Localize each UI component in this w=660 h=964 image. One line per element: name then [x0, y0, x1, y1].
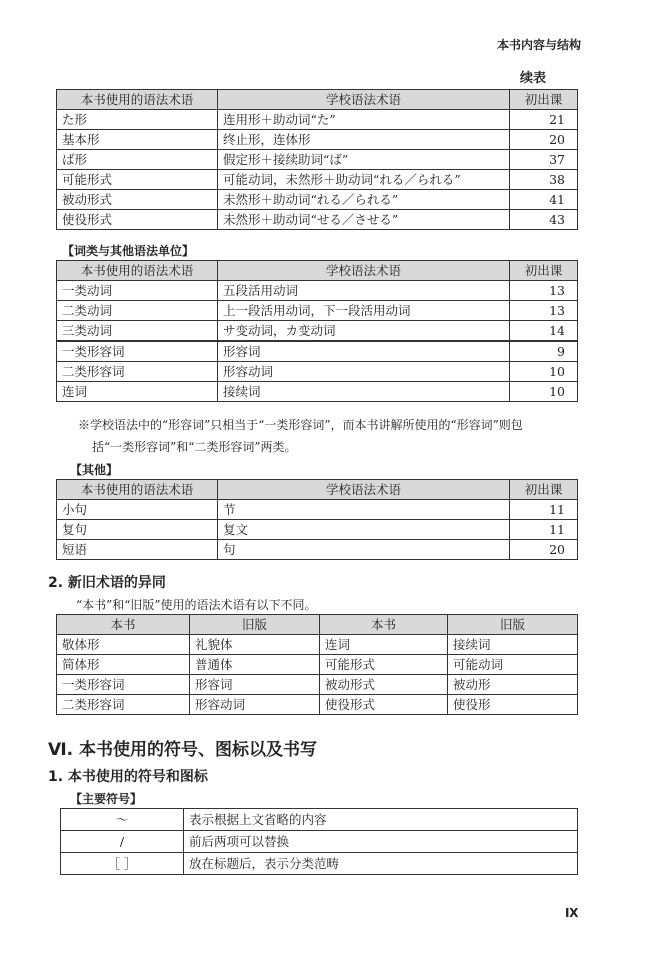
table-cell: 使役形式 — [320, 695, 448, 715]
table-cell: 二类形容词 — [57, 362, 218, 382]
table-header-cell: 本书 — [320, 615, 448, 635]
table-header-cell: 本书使用的语法术语 — [57, 90, 218, 110]
table-cell: 二类动词 — [57, 301, 218, 321]
note-line-2: 括“一类形容词”和“二类形容词”两类。 — [92, 440, 297, 454]
table-cell: 复句 — [57, 520, 218, 540]
table-cell: 短语 — [57, 540, 218, 560]
table-header-cell: 学校语法术语 — [218, 261, 510, 281]
chapter-title: Ⅵ. 本书使用的符号、图标以及书写 — [48, 740, 318, 760]
table-header-cell: 学校语法术语 — [218, 480, 510, 500]
table-cell: 小句 — [57, 500, 218, 520]
table-cell: 20 — [510, 540, 578, 560]
table-cell: 被动形式 — [320, 675, 448, 695]
table-header-cell: 本书 — [57, 615, 190, 635]
table-cell: 未然形＋助动词“せる／させる” — [218, 210, 510, 230]
page-number: Ⅸ — [565, 906, 579, 920]
table-cell: 复文 — [218, 520, 510, 540]
table-cell: 假定形＋接续助词“ば” — [218, 150, 510, 170]
table-cell: 一类形容词 — [57, 675, 190, 695]
table-cell: 连词 — [57, 382, 218, 402]
table-cell: 38 — [510, 170, 578, 190]
table-cell: 9 — [510, 341, 578, 362]
table-header-row — [57, 615, 578, 635]
table-cell: 连用形＋助动词“た” — [218, 110, 510, 130]
table-cell: 可能动词，未然形＋助动词“れる／られる” — [218, 170, 510, 190]
table-cell: 可能动词 — [448, 655, 578, 675]
table-header-cell: 旧版 — [448, 615, 578, 635]
table-cell: 14 — [510, 321, 578, 342]
table-row — [57, 540, 578, 560]
table-cell: 形容动词 — [190, 695, 320, 715]
table-row — [61, 809, 578, 831]
table-header-cell: 初出课 — [510, 480, 578, 500]
symbol-cell: ［ ］ — [61, 853, 184, 875]
table-cell: 连词 — [320, 635, 448, 655]
table-cell: サ变动词，カ变动词 — [218, 321, 510, 342]
section-intro: “本书”和“旧版”使用的语法术语有以下不同。 — [76, 598, 317, 612]
table-cell: 11 — [510, 520, 578, 540]
table-cell: 二类形容词 — [57, 695, 190, 715]
table-cell: 礼貌体 — [190, 635, 320, 655]
continued-label: 续表 — [520, 71, 547, 86]
table-cell: 一类形容词 — [57, 341, 218, 362]
table-row — [57, 341, 578, 362]
table-header-row — [57, 90, 578, 110]
table-row — [57, 635, 578, 655]
table-cell: 前后两项可以替换 — [184, 831, 578, 853]
table-cell: 表示根据上文省略的内容 — [184, 809, 578, 831]
table-cell: 被动形 — [448, 675, 578, 695]
table-cell: 上一段活用动词，下一段活用动词 — [218, 301, 510, 321]
table-cell: 41 — [510, 190, 578, 210]
grammar-terms-table-2 — [56, 260, 578, 402]
table-cell: 形容词 — [190, 675, 320, 695]
grammar-terms-table-1 — [56, 89, 578, 230]
table-cell: 一类动词 — [57, 281, 218, 301]
table-row — [57, 655, 578, 675]
table-cell: 简体形 — [57, 655, 190, 675]
table-row — [57, 190, 578, 210]
table-cell: 10 — [510, 382, 578, 402]
table-header-cell: 本书使用的语法术语 — [57, 480, 218, 500]
table-cell: ば形 — [57, 150, 218, 170]
table-header-row — [57, 261, 578, 281]
table-cell: 敬体形 — [57, 635, 190, 655]
table-row — [57, 362, 578, 382]
table-cell: 13 — [510, 281, 578, 301]
table-row — [57, 382, 578, 402]
table-cell: 使役形 — [448, 695, 578, 715]
table-header-cell: 本书使用的语法术语 — [57, 261, 218, 281]
table-cell: 放在标题后，表示分类范畴 — [184, 853, 578, 875]
table-row — [57, 695, 578, 715]
table-cell: 20 — [510, 130, 578, 150]
chapter-header: 本书内容与结构 — [497, 38, 582, 52]
table-row — [57, 170, 578, 190]
table-row — [57, 130, 578, 150]
table-cell: 节 — [218, 500, 510, 520]
table-row — [61, 853, 578, 875]
section-title-term-differences: 2. 新旧术语的异同 — [48, 575, 166, 591]
symbols-table — [60, 808, 578, 875]
table-row — [57, 520, 578, 540]
table-cell: 可能形式 — [320, 655, 448, 675]
table-row — [57, 321, 578, 342]
table-header-cell: 学校语法术语 — [218, 90, 510, 110]
table-cell: 三类动词 — [57, 321, 218, 342]
section-title-word-classes: 【词类与其他语法单位】 — [62, 244, 195, 258]
table-cell: 10 — [510, 362, 578, 382]
table-cell: 37 — [510, 150, 578, 170]
table-row — [57, 281, 578, 301]
table-cell: 句 — [218, 540, 510, 560]
table-header-cell: 初出课 — [510, 261, 578, 281]
table-cell: 11 — [510, 500, 578, 520]
section-title-other: 【其他】 — [70, 463, 119, 477]
table-row — [57, 301, 578, 321]
table-cell: た形 — [57, 110, 218, 130]
table-cell: 43 — [510, 210, 578, 230]
table-cell: 形容词 — [218, 341, 510, 362]
table-row — [57, 210, 578, 230]
grammar-terms-table-3 — [56, 479, 578, 560]
symbol-cell: ～ — [61, 809, 184, 831]
table-row — [57, 150, 578, 170]
table-row — [57, 500, 578, 520]
table-header-cell: 初出课 — [510, 90, 578, 110]
table-cell: 终止形，连体形 — [218, 130, 510, 150]
table-row — [57, 110, 578, 130]
section-title-main-symbols: 【主要符号】 — [70, 792, 143, 806]
table-header-row — [57, 480, 578, 500]
table-cell: 接续词 — [448, 635, 578, 655]
table-cell: 使役形式 — [57, 210, 218, 230]
table-cell: 形容动词 — [218, 362, 510, 382]
table-cell: 基本形 — [57, 130, 218, 150]
table-row — [57, 675, 578, 695]
table-row — [61, 831, 578, 853]
section-title-symbols: 1. 本书使用的符号和图标 — [48, 769, 208, 785]
table-cell: 被动形式 — [57, 190, 218, 210]
note-line-1: ※学校语法中的“形容词”只相当于“一类形容词”，而本书讲解所使用的“形容词”则包 — [78, 418, 523, 432]
table-cell: 普通体 — [190, 655, 320, 675]
table-cell: 13 — [510, 301, 578, 321]
table-cell: 21 — [510, 110, 578, 130]
table-cell: 未然形＋助动词“れる／られる” — [218, 190, 510, 210]
table-cell: 五段活用动词 — [218, 281, 510, 301]
table-cell: 可能形式 — [57, 170, 218, 190]
old-new-terms-table — [56, 614, 578, 715]
table-cell: 接续词 — [218, 382, 510, 402]
symbol-cell: / — [61, 831, 184, 853]
table-header-cell: 旧版 — [190, 615, 320, 635]
